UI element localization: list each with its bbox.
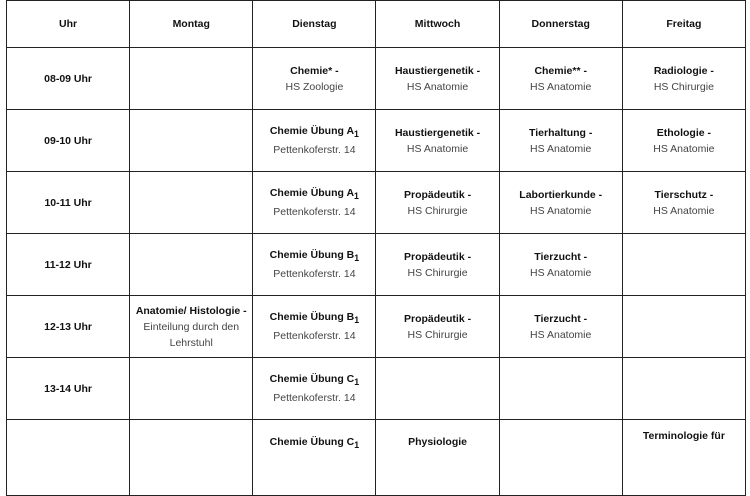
course-title (257, 247, 371, 266)
course-location: HS Anatomie (530, 266, 592, 279)
course-location: Pettenkoferstr. 14 (273, 206, 356, 219)
course-cell (253, 296, 376, 358)
course-subscript: 1 (354, 315, 360, 326)
table-row (7, 110, 746, 172)
course-title (504, 125, 618, 141)
course-title (627, 187, 741, 203)
course-subscript: 1 (354, 440, 360, 451)
course-cell (499, 110, 622, 172)
time-cell (7, 420, 130, 496)
course-title (257, 434, 371, 453)
course-title (504, 249, 618, 265)
course-title-text: Ethologie - (656, 126, 712, 139)
course-location: HS Anatomie (653, 142, 715, 155)
course-location: HS Anatomie (530, 80, 592, 93)
course-location: HS Anatomie (530, 328, 592, 341)
table-row (7, 296, 746, 358)
course-cell (622, 358, 745, 420)
column-header: Uhr (7, 1, 130, 48)
course-title-text: Tierzucht - (534, 312, 588, 325)
course-cell (130, 296, 253, 358)
course-cell (253, 110, 376, 172)
course-cell (376, 358, 499, 420)
course-location: Einteilung durch den Lehrstuhl (143, 320, 240, 349)
course-title (257, 371, 371, 390)
course-cell (499, 172, 622, 234)
table-row (7, 420, 746, 496)
course-title-text: Tierhaltung - (529, 126, 593, 139)
course-cell (499, 420, 622, 496)
time-cell: 08-09 Uhr (7, 48, 130, 110)
column-header: Freitag (622, 1, 745, 48)
course-cell (253, 358, 376, 420)
course-title (380, 434, 494, 450)
table-row (7, 48, 746, 110)
course-title-text: Physiologie (408, 436, 468, 448)
course-cell (130, 420, 253, 496)
course-cell (499, 296, 622, 358)
course-title-text: Chemie Übung C (269, 372, 355, 385)
course-cell (622, 172, 745, 234)
column-header: Mittwoch (376, 1, 499, 48)
course-cell (499, 358, 622, 420)
course-cell (376, 296, 499, 358)
time-cell: 10-11 Uhr (7, 172, 130, 234)
course-title-text: Chemie* - (290, 64, 339, 77)
course-title-text: Haustiergenetik - (394, 64, 481, 77)
time-cell: 12-13 Uhr (7, 296, 130, 358)
course-title-text: Tierzucht - (534, 250, 588, 263)
course-title-text: Chemie** - (534, 64, 587, 77)
course-subscript: 1 (354, 377, 360, 388)
time-cell: 11-12 Uhr (7, 234, 130, 296)
course-cell (130, 110, 253, 172)
course-title (257, 123, 371, 142)
course-cell (622, 234, 745, 296)
header-row (7, 1, 746, 48)
course-cell (376, 420, 499, 496)
course-cell (253, 48, 376, 110)
course-title-text: Propädeutik - (404, 250, 472, 263)
course-location: Pettenkoferstr. 14 (273, 330, 356, 343)
course-title (504, 311, 618, 327)
course-title (380, 187, 494, 203)
course-title (504, 63, 618, 79)
course-location: HS Anatomie (530, 142, 592, 155)
course-title (257, 309, 371, 328)
course-cell (376, 234, 499, 296)
course-cell (499, 234, 622, 296)
course-cell (622, 110, 745, 172)
course-cell (130, 172, 253, 234)
course-title (627, 428, 741, 444)
course-cell (622, 48, 745, 110)
course-location: HS Chirurgie (407, 328, 468, 341)
course-location: HS Chirurgie (653, 80, 714, 93)
course-location: HS Zoologie (285, 80, 344, 93)
course-location: Pettenkoferstr. 14 (273, 268, 356, 281)
course-title (380, 125, 494, 141)
course-subscript: 1 (354, 191, 359, 202)
table-row (7, 358, 746, 420)
column-header: Dienstag (253, 1, 376, 48)
course-title (627, 63, 741, 79)
course-cell (253, 420, 376, 496)
course-location: HS Anatomie (530, 204, 592, 217)
course-location: HS Anatomie (406, 80, 469, 93)
time-cell: 13-14 Uhr (7, 358, 130, 420)
course-title (257, 63, 371, 79)
course-title-text: Propädeutik - (404, 188, 472, 201)
course-title-text: Chemie Übung A (269, 186, 355, 199)
course-location: HS Anatomie (406, 142, 469, 155)
course-cell (130, 48, 253, 110)
course-location: Pettenkoferstr. 14 (273, 144, 356, 157)
course-title-text: Propädeutik - (404, 312, 472, 325)
course-title (134, 303, 248, 319)
course-cell (622, 420, 745, 496)
course-cell (499, 48, 622, 110)
course-title-text: Chemie Übung A (269, 124, 355, 137)
course-subscript: 1 (354, 253, 360, 264)
course-subscript: 1 (354, 129, 359, 140)
course-title (627, 125, 741, 141)
course-title-text: Terminologie für (642, 430, 725, 442)
course-location: HS Anatomie (653, 204, 715, 217)
course-cell (376, 110, 499, 172)
course-cell (130, 234, 253, 296)
course-location: HS Chirurgie (407, 204, 468, 217)
time-cell: 09-10 Uhr (7, 110, 130, 172)
course-title-text: Labortierkunde - (519, 188, 603, 201)
course-cell (376, 48, 499, 110)
table-row (7, 234, 746, 296)
course-location: HS Chirurgie (407, 266, 468, 279)
course-title-text: Radiologie - (653, 64, 714, 77)
column-header: Donnerstag (499, 1, 622, 48)
course-cell (253, 172, 376, 234)
course-title (380, 311, 494, 327)
course-cell (376, 172, 499, 234)
course-title-text: Chemie Übung B (269, 248, 355, 261)
course-title (504, 187, 618, 203)
course-cell (130, 358, 253, 420)
course-title (380, 63, 494, 79)
course-location: Pettenkoferstr. 14 (273, 392, 356, 405)
course-title-text: Haustiergenetik - (394, 126, 481, 139)
column-header: Montag (130, 1, 253, 48)
course-cell (622, 296, 745, 358)
timetable (6, 0, 746, 496)
course-title-text: Tierschutz - (654, 188, 714, 201)
course-title-text: Chemie Übung C (269, 436, 355, 448)
course-title-text: Chemie Übung B (269, 310, 355, 323)
course-cell (253, 234, 376, 296)
table-row (7, 172, 746, 234)
course-title (380, 249, 494, 265)
course-title (257, 185, 371, 204)
course-title-text: Anatomie/ Histologie - (135, 304, 247, 317)
